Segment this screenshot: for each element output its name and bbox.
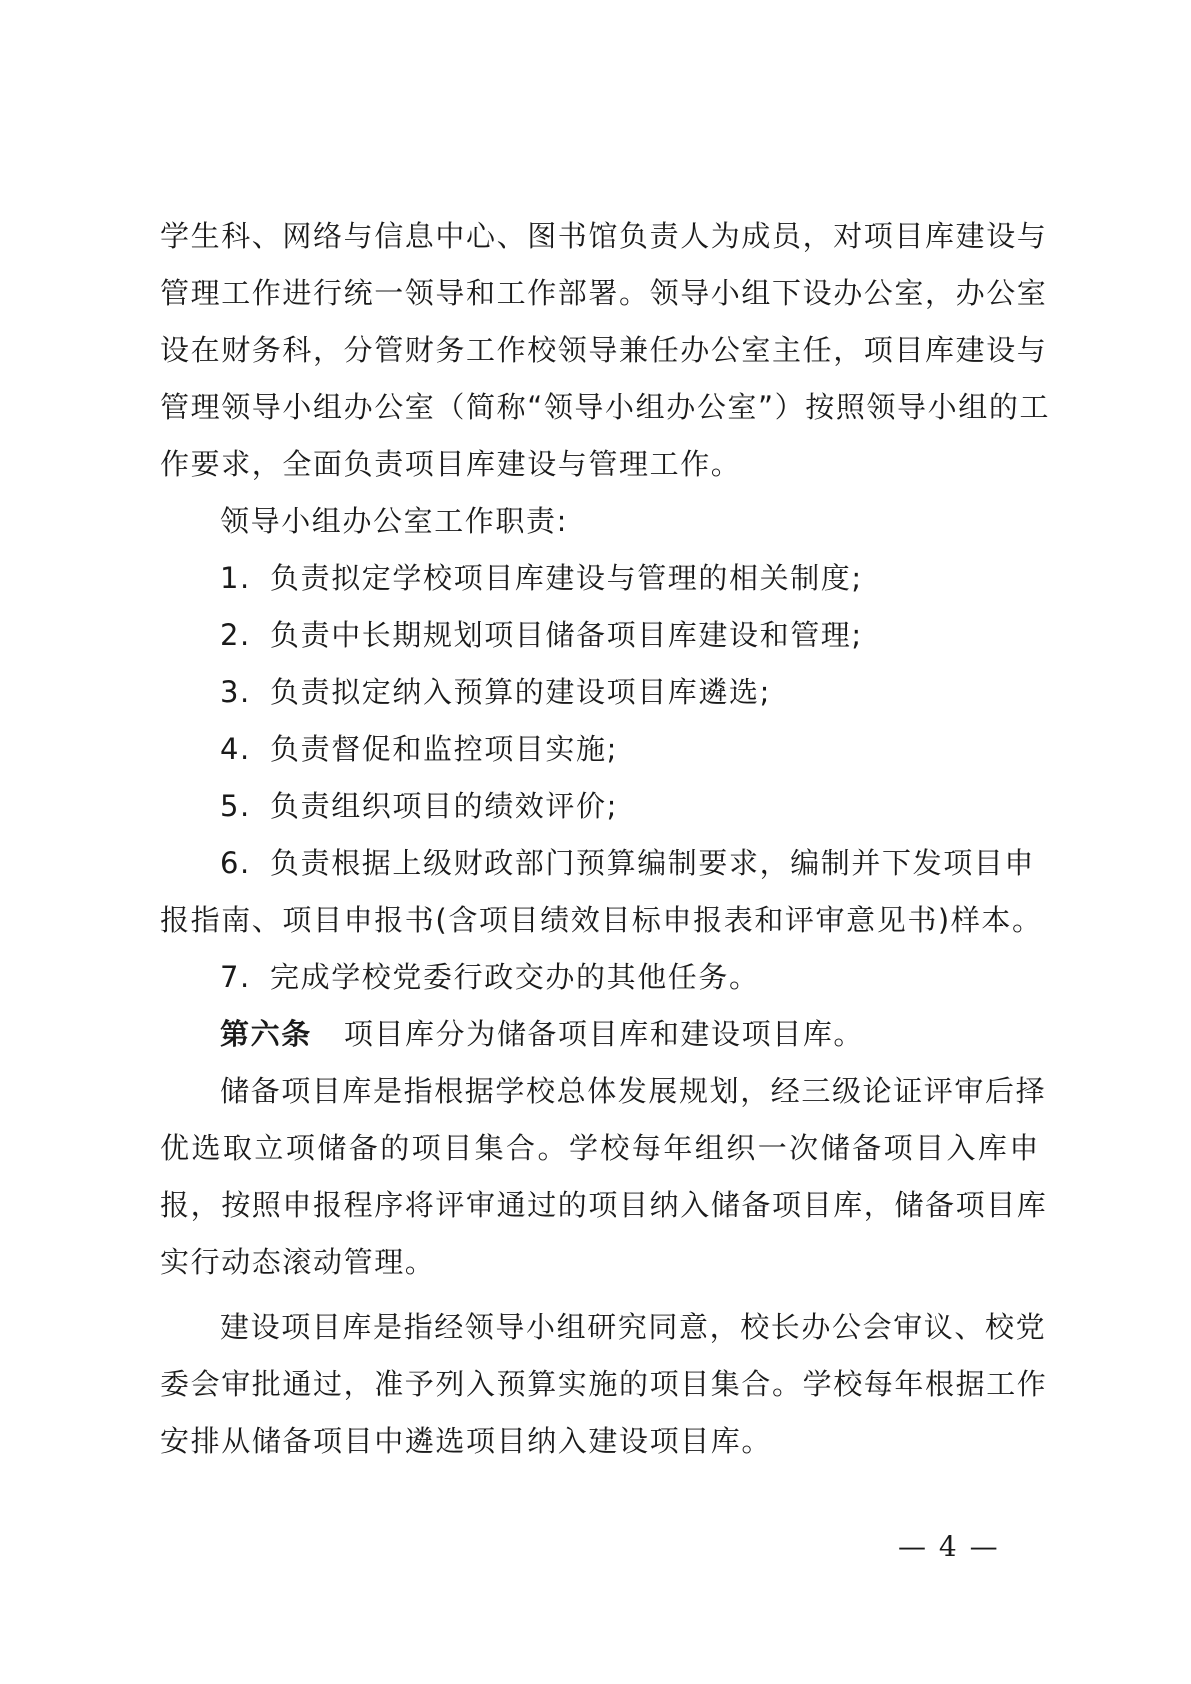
duty-number: 6. [220, 846, 251, 880]
duties-heading: 领导小组办公室工作职责: [220, 504, 568, 538]
paragraph-line: 委会审批通过，准予列入预算实施的项目集合。学校每年根据工作 [160, 1367, 1048, 1401]
page-number: — 4 — [898, 1530, 1000, 1563]
duty-number: 5. [220, 789, 251, 823]
duty-text: 负责组织项目的绩效评价; [270, 789, 618, 823]
paragraph-line: 储备项目库是指根据学校总体发展规划，经三级论证评审后择 [220, 1074, 1047, 1108]
duty-item [160, 664, 1040, 721]
paragraph-line: 建设项目库是指经领导小组研究同意，校长办公会审议、校党 [220, 1310, 1047, 1344]
duty-number: 3. [220, 675, 251, 709]
paragraph-line: 学生科、网络与信息中心、图书馆负责人为成员，对项目库建设与 [160, 219, 1048, 253]
duty-text: 负责拟定学校项目库建设与管理的相关制度; [270, 561, 863, 595]
paragraph-line: 安排从储备项目中遴选项目纳入建设项目库。 [160, 1424, 773, 1458]
paragraph-line: 优选取立项储备的项目集合。学校每年组织一次储备项目入库申 [160, 1131, 1040, 1165]
duty-text: 完成学校党委行政交办的其他任务。 [270, 960, 760, 994]
duty-item [160, 835, 1040, 892]
duty-number: 4. [220, 732, 251, 766]
duty-item [160, 721, 1040, 778]
duty-number: 7. [220, 960, 251, 994]
paragraph-line: 作要求，全面负责项目库建设与管理工作。 [160, 447, 742, 481]
duty-text: 负责督促和监控项目实施; [270, 732, 618, 766]
duty-text: 负责中长期规划项目储备项目库建设和管理; [270, 618, 863, 652]
article-text: 项目库分为储备项目库和建设项目库。 [343, 1017, 865, 1051]
duty-item [160, 607, 1040, 664]
duty-item [160, 550, 1040, 607]
article-line [160, 1006, 1040, 1063]
duty-text: 负责根据上级财政部门预算编制要求，编制并下发项目申 [270, 846, 1036, 880]
duty-continuation: 报指南、项目申报书(含项目绩效目标申报表和评审意见书)样本。 [160, 903, 1043, 937]
paragraph-line: 报，按照申报程序将评审通过的项目纳入储备项目库，储备项目库 [160, 1188, 1048, 1222]
duty-item [160, 778, 1040, 835]
duty-number: 1. [220, 561, 251, 595]
article-label: 第六条 [220, 1017, 312, 1051]
duty-item [160, 949, 1040, 1006]
paragraph-line: 管理领导小组办公室（简称“领导小组办公室”）按照领导小组的工 [160, 390, 1051, 424]
paragraph-line: 管理工作进行统一领导和工作部署。领导小组下设办公室，办公室 [160, 276, 1048, 310]
paragraph-line: 设在财务科，分管财务工作校领导兼任办公室主任，项目库建设与 [160, 333, 1048, 367]
duty-text: 负责拟定纳入预算的建设项目库遴选; [270, 675, 771, 709]
duty-number: 2. [220, 618, 251, 652]
paragraph-line: 实行动态滚动管理。 [160, 1245, 436, 1279]
page-body [160, 208, 1051, 1470]
